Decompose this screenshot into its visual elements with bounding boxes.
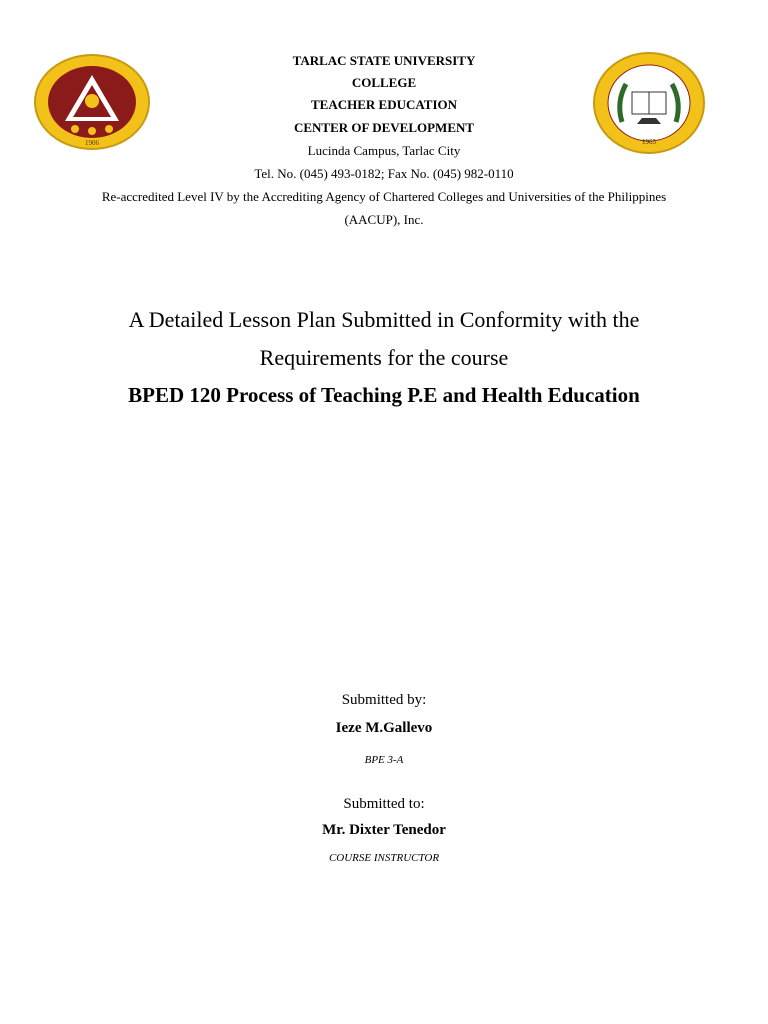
university-name: TARLAC STATE UNIVERSITY xyxy=(292,53,476,68)
accreditation-line1: Re-accredited Level IV by the Accrediting Agency of Chartered Colleges and Universities of the Philippines xyxy=(101,189,667,204)
accreditation-line2: (AACUP), Inc. xyxy=(344,212,424,227)
course-title: BPED 120 Process of Teaching P.E and Health Education xyxy=(128,383,640,407)
cte-year: 1965 xyxy=(642,138,656,146)
department-name: TEACHER EDUCATION xyxy=(310,97,458,112)
submitter-name: Ieze M.Gallevo xyxy=(335,720,433,736)
tsu-year: 1906 xyxy=(85,139,99,147)
instructor-name: Mr. Dixter Tenedor xyxy=(322,822,446,838)
title-line1: A Detailed Lesson Plan Submitted in Conformity with the xyxy=(128,307,640,332)
center-label: CENTER OF DEVELOPMENT xyxy=(293,120,475,135)
submitted-to-label: Submitted to: xyxy=(343,796,425,812)
submitted-by-label: Submitted by: xyxy=(341,692,427,708)
instructor-role: COURSE INSTRUCTOR xyxy=(328,852,440,864)
title-line2: Requirements for the course xyxy=(259,345,509,370)
college-label: COLLEGE xyxy=(351,75,417,90)
submitter-section: BPE 3-A xyxy=(364,754,404,766)
campus-address: Lucinda Campus, Tarlac City xyxy=(307,143,461,158)
contact-numbers: Tel. No. (045) 493-0182; Fax No. (045) 982-0110 xyxy=(254,166,514,181)
